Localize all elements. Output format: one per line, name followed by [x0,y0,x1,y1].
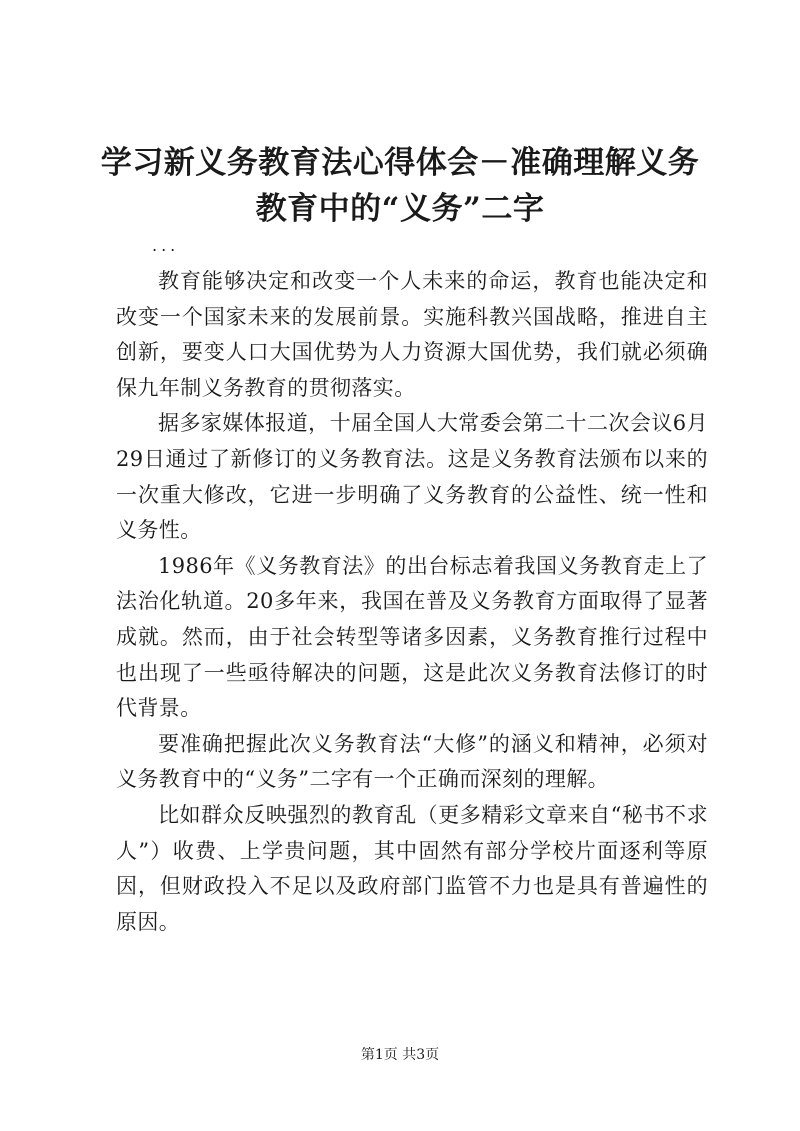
paragraph-3: 1986年《义务教育法》的出台标志着我国义务教育走上了法治化轨道。20多年来，我国在普及义务教育方面取得了显著成就。然而，由于社会转型等诸多因素，义务教育推行过程中也出现了一些亟待解决的问题，这是此次义务教育法修订的时代背景。 [116,553,708,721]
page-footer: 第1页 共3页 [360,1047,440,1063]
paragraph-5: 比如群众反映强烈的教育乱（更多精彩文章来自“秘书不求人”）收费、上学贵问题，其中固然有部分学校片面逐利等原因，但财政投入不足以及政府部门监管不力也是具有普遍性的原因。 [116,802,708,934]
paragraph-4: 要准确把握此次义务教育法“大修”的涵义和精神，必须对义务教育中的“义务”二字有一个正确而深刻的理解。 [116,731,708,792]
document-body [116,264,708,940]
paragraph-2: 据多家媒体报道，十届全国人大常委会第二十二次会议6月29日通过了新修订的义务教育法。这是义务教育法颁布以来的一次重大修改，它进一步明确了义务教育的公益性、统一性和义务性。 [116,411,708,543]
ellipsis-text: ... [152,236,180,255]
document-title: 学习新义务教育法心得体会－准确理解义务教育中的“义务”二字 [100,145,700,227]
paragraph-1: 教育能够决定和改变一个人未来的命运，教育也能决定和改变一个国家未来的发展前景。实施科教兴国战略，推进自主创新，要变人口大国优势为人力资源大国优势，我们就必须确保九年制义务教育的贯彻落实。 [116,269,708,400]
